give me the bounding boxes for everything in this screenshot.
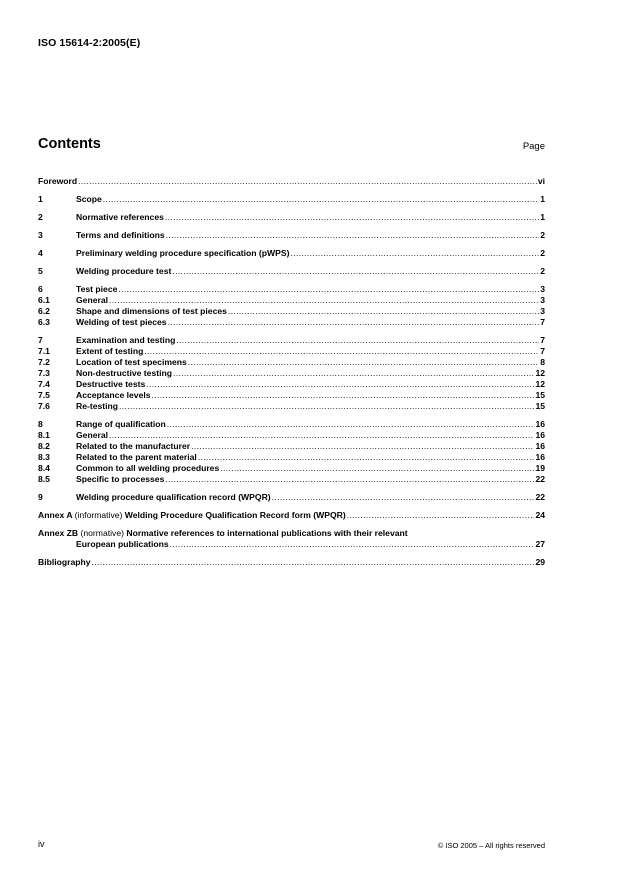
- leader-dots: [176, 335, 539, 346]
- toc-entry-number: 7.3: [38, 368, 50, 378]
- toc-entry-title: Scope: [76, 194, 102, 204]
- annex-a-title: Welding Procedure Qualification Record form (WPQR): [124, 510, 346, 520]
- toc-entry[interactable]: [38, 284, 545, 295]
- toc-entry-page: 16: [535, 452, 545, 462]
- leader-dots: [78, 176, 537, 187]
- toc-entry[interactable]: [38, 430, 545, 441]
- toc-entry-number: 2: [38, 212, 43, 222]
- leader-dots: [220, 463, 534, 474]
- bibliography-title: Bibliography: [38, 557, 91, 567]
- toc-entry-page: 7: [540, 317, 545, 327]
- toc-entry[interactable]: [38, 441, 545, 452]
- toc-entry-title: Shape and dimensions of test pieces: [76, 306, 227, 316]
- toc-entry-title: Extent of testing: [76, 346, 144, 356]
- leader-dots: [228, 306, 539, 317]
- document-code: ISO 15614-2:2005(E): [38, 37, 141, 49]
- toc-entry-number: 8.1: [38, 430, 50, 440]
- toc-entry-number: 8.3: [38, 452, 50, 462]
- toc-entry[interactable]: [38, 194, 545, 205]
- toc-entry[interactable]: [38, 419, 545, 430]
- toc-entry-title: Examination and testing: [76, 335, 176, 345]
- table-of-contents: [38, 176, 545, 568]
- toc-entry-number: 8.2: [38, 441, 50, 451]
- toc-annex-a[interactable]: [38, 510, 545, 521]
- toc-entry-title: Welding procedure test: [76, 266, 172, 276]
- toc-entry[interactable]: [38, 401, 545, 412]
- toc-entry-page: 16: [535, 430, 545, 440]
- footer-copyright: © ISO 2005 – All rights reserved: [437, 841, 545, 850]
- toc-entry-page: 7: [540, 346, 545, 356]
- leader-dots: [172, 266, 539, 277]
- toc-entry-page: 2: [540, 248, 545, 258]
- toc-entry-number: 8: [38, 419, 43, 429]
- toc-entry-page: 2: [540, 230, 545, 240]
- toc-entry-number: 7.4: [38, 379, 50, 389]
- toc-entry-page: 2: [540, 266, 545, 276]
- toc-entry[interactable]: [38, 266, 545, 277]
- leader-dots: [103, 194, 539, 205]
- contents-heading: Contents: [38, 136, 101, 152]
- toc-entry[interactable]: [38, 212, 545, 223]
- toc-entry-page: 12: [535, 379, 545, 389]
- toc-entry-number: 6: [38, 284, 43, 294]
- toc-entry-number: 9: [38, 492, 43, 502]
- toc-bibliography[interactable]: [38, 557, 545, 568]
- toc-entry-title: Foreword: [38, 176, 78, 186]
- toc-entry-title: Re-testing: [76, 401, 119, 411]
- toc-entry-number: 8.5: [38, 474, 50, 484]
- toc-annex-zb[interactable]: [38, 528, 545, 550]
- leader-dots: [109, 430, 534, 441]
- annex-zb-title-line2: European publications: [76, 539, 169, 549]
- toc-entry-title: General: [76, 430, 109, 440]
- toc-entry-page: 3: [540, 306, 545, 316]
- toc-entry-title: Destructive tests: [76, 379, 146, 389]
- toc-entry-number: 7.1: [38, 346, 50, 356]
- toc-entry-number: 7.6: [38, 401, 50, 411]
- toc-entry-number: 6.1: [38, 295, 50, 305]
- leader-dots: [109, 295, 539, 306]
- toc-entry-page: 16: [535, 441, 545, 451]
- toc-entry[interactable]: [38, 317, 545, 328]
- leader-dots: [152, 390, 535, 401]
- toc-entry-page: 15: [535, 401, 545, 411]
- leader-dots: [168, 317, 540, 328]
- toc-entry[interactable]: [38, 335, 545, 346]
- toc-entry-page: 19: [535, 463, 545, 473]
- leader-dots: [92, 557, 535, 568]
- toc-entry[interactable]: [38, 452, 545, 463]
- leader-dots: [290, 248, 539, 259]
- toc-entry[interactable]: [38, 390, 545, 401]
- footer-page-number: iv: [38, 839, 45, 849]
- toc-entry-number: 5: [38, 266, 43, 276]
- toc-entry-number: 3: [38, 230, 43, 240]
- toc-entry-title: Normative references: [76, 212, 164, 222]
- toc-entry-page: 3: [540, 295, 545, 305]
- leader-dots: [118, 284, 539, 295]
- toc-entry-title: Related to the manufacturer: [76, 441, 191, 451]
- leader-dots: [144, 346, 539, 357]
- toc-entry-number: 7: [38, 335, 43, 345]
- toc-entry-number: 1: [38, 194, 43, 204]
- toc-entry[interactable]: [38, 346, 545, 357]
- toc-entry-page: 7: [540, 335, 545, 345]
- toc-entry-number: 6.3: [38, 317, 50, 327]
- toc-entry-title: Location of test specimens: [76, 357, 187, 367]
- annex-a-type: (informative): [74, 510, 123, 520]
- toc-entry-title: Terms and definitions: [76, 230, 165, 240]
- toc-entry[interactable]: [38, 492, 545, 503]
- toc-entry[interactable]: [38, 248, 545, 259]
- leader-dots: [191, 441, 534, 452]
- toc-entry-title: Acceptance levels: [76, 390, 151, 400]
- toc-entry-title: Preliminary welding procedure specification (pWPS): [76, 248, 290, 258]
- toc-entry[interactable]: [38, 306, 545, 317]
- toc-entries: [38, 176, 545, 503]
- annex-zb-label: Annex ZB: [38, 528, 79, 538]
- leader-dots: [347, 510, 535, 521]
- toc-entry-title: Common to all welding procedures: [76, 463, 220, 473]
- leader-dots: [165, 212, 539, 223]
- toc-entry-title: Test piece: [76, 284, 118, 294]
- toc-entry-number: 6.2: [38, 306, 50, 316]
- annex-zb-type: (normative): [80, 528, 124, 538]
- toc-entry-page: 12: [535, 368, 545, 378]
- leader-dots: [146, 379, 534, 390]
- toc-entry-page: 3: [540, 284, 545, 294]
- leader-dots: [188, 357, 539, 368]
- toc-entry[interactable]: [38, 463, 545, 474]
- annex-a-page: 24: [535, 510, 545, 520]
- leader-dots: [119, 401, 534, 412]
- toc-entry-title: Range of qualification: [76, 419, 166, 429]
- leader-dots: [198, 452, 535, 463]
- toc-entry-number: 7.2: [38, 357, 50, 367]
- toc-entry-title: Non-destructive testing: [76, 368, 172, 378]
- annex-a-label: Annex A: [38, 510, 73, 520]
- toc-entry-title: Related to the parent material: [76, 452, 197, 462]
- leader-dots: [165, 474, 534, 485]
- toc-entry-page: 8: [540, 357, 545, 367]
- toc-entry[interactable]: [38, 379, 545, 390]
- annex-zb-title-line1: Normative references to international publications with their relevant: [126, 528, 408, 538]
- annex-zb-page: 27: [535, 539, 545, 549]
- toc-entry-number: 8.4: [38, 463, 50, 473]
- toc-entry-number: 4: [38, 248, 43, 258]
- toc-entry[interactable]: [38, 474, 545, 485]
- leader-dots: [167, 419, 535, 430]
- toc-entry-page: 15: [535, 390, 545, 400]
- toc-entry-title: Specific to processes: [76, 474, 165, 484]
- toc-entry-page: 16: [535, 419, 545, 429]
- leader-dots: [272, 492, 535, 503]
- toc-entry[interactable]: [38, 295, 545, 306]
- toc-entry-page: 1: [540, 194, 545, 204]
- toc-entry-page: vi: [537, 176, 545, 186]
- page-column-label: Page: [522, 141, 545, 152]
- toc-entry-title: Welding of test pieces: [76, 317, 167, 327]
- toc-entry[interactable]: [38, 230, 545, 241]
- toc-entry-page: 22: [535, 474, 545, 484]
- toc-entry[interactable]: [38, 357, 545, 368]
- toc-entry-page: 22: [535, 492, 545, 502]
- leader-dots: [170, 539, 535, 550]
- toc-entry-number: 7.5: [38, 390, 50, 400]
- toc-entry-title: Welding procedure qualification record (WPQR): [76, 492, 271, 502]
- leader-dots: [166, 230, 540, 241]
- leader-dots: [173, 368, 534, 379]
- bibliography-page: 29: [535, 557, 545, 567]
- toc-entry-page: 1: [540, 212, 545, 222]
- toc-entry[interactable]: [38, 368, 545, 379]
- toc-entry-title: General: [76, 295, 109, 305]
- toc-entry[interactable]: [38, 176, 545, 187]
